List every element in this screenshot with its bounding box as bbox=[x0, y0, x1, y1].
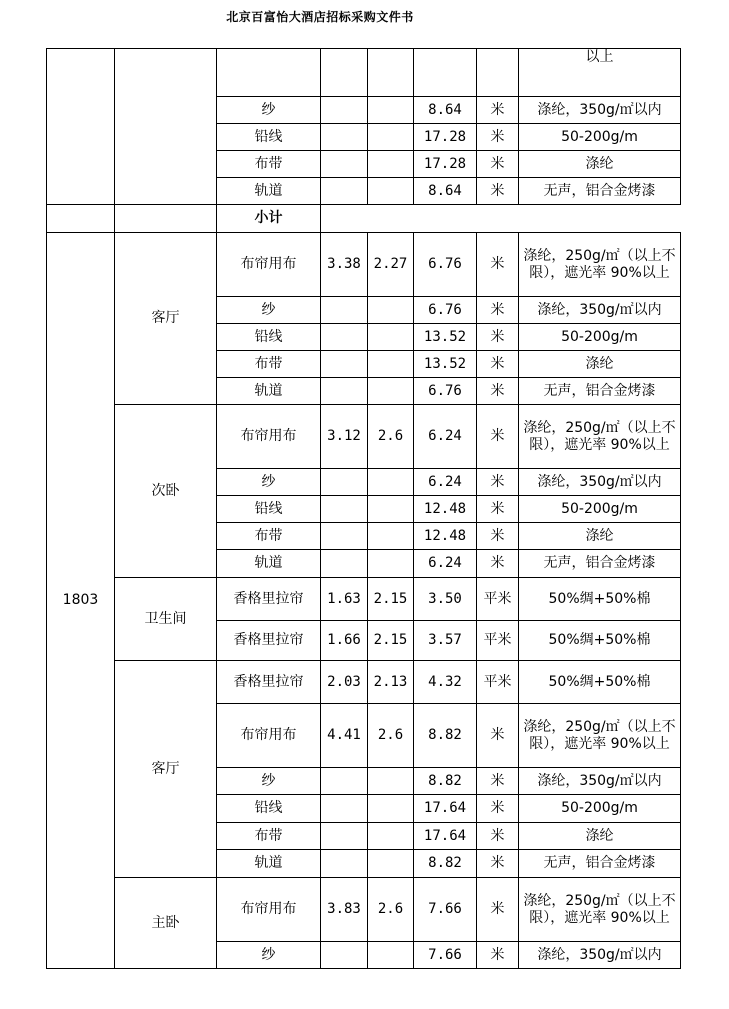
table-row bbox=[47, 578, 681, 621]
unit-cell: 米 bbox=[477, 469, 519, 496]
qty-cell: 13.52 bbox=[414, 324, 477, 351]
qty-cell: 6.76 bbox=[414, 378, 477, 405]
desc-cell: 50-200g/m bbox=[519, 496, 681, 523]
width-cell bbox=[321, 942, 368, 969]
area-cell: 主卧 bbox=[115, 878, 217, 969]
desc-cell: 以上 bbox=[519, 49, 681, 97]
unit-cell: 米 bbox=[477, 124, 519, 151]
unit-cell: 米 bbox=[477, 704, 519, 768]
height-cell bbox=[368, 49, 414, 97]
unit-cell: 米 bbox=[477, 942, 519, 969]
width-cell bbox=[321, 97, 368, 124]
width-cell bbox=[321, 496, 368, 523]
width-cell bbox=[321, 324, 368, 351]
desc-cell: 涤纶，250g/㎡（以上不限），遮光率 90%以上 bbox=[519, 405, 681, 469]
unit-cell: 米 bbox=[477, 768, 519, 795]
width-cell: 1.63 bbox=[321, 578, 368, 621]
height-cell bbox=[368, 795, 414, 823]
height-cell bbox=[368, 124, 414, 151]
qty-cell: 13.52 bbox=[414, 351, 477, 378]
unit-cell: 米 bbox=[477, 405, 519, 469]
item-name-cell: 轨道 bbox=[217, 378, 321, 405]
item-name-cell: 香格里拉帘 bbox=[217, 661, 321, 704]
desc-cell: 涤纶，350g/㎡以内 bbox=[519, 768, 681, 795]
height-cell bbox=[368, 351, 414, 378]
desc-cell: 50-200g/m bbox=[519, 324, 681, 351]
desc-cell: 涤纶，250g/㎡（以上不限），遮光率 90%以上 bbox=[519, 233, 681, 297]
qty-cell: 6.24 bbox=[414, 469, 477, 496]
item-name-cell: 纱 bbox=[217, 469, 321, 496]
item-name-cell: 布帘用布 bbox=[217, 878, 321, 942]
qty-cell: 4.32 bbox=[414, 661, 477, 704]
desc-cell: 涤纶，250g/㎡（以上不限），遮光率 90%以上 bbox=[519, 704, 681, 768]
qty-cell: 3.50 bbox=[414, 578, 477, 621]
desc-cell: 无声，铝合金烤漆 bbox=[519, 850, 681, 878]
height-cell bbox=[368, 523, 414, 550]
qty-cell: 17.28 bbox=[414, 151, 477, 178]
unit-cell: 米 bbox=[477, 850, 519, 878]
unit-cell: 米 bbox=[477, 151, 519, 178]
height-cell bbox=[368, 469, 414, 496]
item-name-cell: 香格里拉帘 bbox=[217, 578, 321, 621]
desc-cell: 涤纶，350g/㎡以内 bbox=[519, 942, 681, 969]
unit-cell: 米 bbox=[477, 324, 519, 351]
unit-cell: 米 bbox=[477, 823, 519, 850]
desc-cell: 涤纶，350g/㎡以内 bbox=[519, 469, 681, 496]
area-cell: 次卧 bbox=[115, 405, 217, 578]
desc-cell: 涤纶 bbox=[519, 151, 681, 178]
width-cell bbox=[321, 151, 368, 178]
item-name-cell: 铅线 bbox=[217, 324, 321, 351]
unit-cell: 米 bbox=[477, 97, 519, 124]
unit-cell: 米 bbox=[477, 378, 519, 405]
width-cell: 3.12 bbox=[321, 405, 368, 469]
height-cell bbox=[368, 823, 414, 850]
desc-cell: 无声，铝合金烤漆 bbox=[519, 550, 681, 578]
desc-cell: 50%绸+50%棉 bbox=[519, 621, 681, 661]
qty-cell: 7.66 bbox=[414, 878, 477, 942]
unit-cell: 米 bbox=[477, 523, 519, 550]
width-cell bbox=[321, 850, 368, 878]
item-name-cell: 布帘用布 bbox=[217, 233, 321, 297]
desc-cell: 50%绸+50%棉 bbox=[519, 661, 681, 704]
qty-cell: 8.82 bbox=[414, 850, 477, 878]
subtotal-row bbox=[47, 205, 681, 233]
width-cell bbox=[321, 550, 368, 578]
table-row bbox=[47, 661, 681, 704]
qty-cell: 17.64 bbox=[414, 795, 477, 823]
unit-cell: 米 bbox=[477, 878, 519, 942]
unit-cell: 米 bbox=[477, 297, 519, 324]
unit-cell: 米 bbox=[477, 233, 519, 297]
desc-cell: 50-200g/m bbox=[519, 124, 681, 151]
item-name-cell: 纱 bbox=[217, 768, 321, 795]
area-cell: 客厅 bbox=[115, 661, 217, 878]
width-cell bbox=[321, 378, 368, 405]
width-cell bbox=[321, 178, 368, 205]
height-cell: 2.6 bbox=[368, 878, 414, 942]
height-cell bbox=[368, 178, 414, 205]
desc-cell: 涤纶，350g/㎡以内 bbox=[519, 97, 681, 124]
height-cell bbox=[368, 850, 414, 878]
area-cell bbox=[115, 205, 217, 233]
curtain-spec-table bbox=[46, 48, 681, 969]
height-cell bbox=[368, 550, 414, 578]
item-name-cell: 纱 bbox=[217, 97, 321, 124]
height-cell: 2.27 bbox=[368, 233, 414, 297]
height-cell bbox=[368, 324, 414, 351]
item-name-cell: 香格里拉帘 bbox=[217, 621, 321, 661]
unit-cell: 平米 bbox=[477, 578, 519, 621]
desc-cell: 50%绸+50%棉 bbox=[519, 578, 681, 621]
qty-cell: 8.64 bbox=[414, 178, 477, 205]
unit-cell bbox=[477, 49, 519, 97]
desc-cell: 无声，铝合金烤漆 bbox=[519, 178, 681, 205]
width-cell: 1.66 bbox=[321, 621, 368, 661]
item-name-cell: 轨道 bbox=[217, 178, 321, 205]
item-name-cell: 布带 bbox=[217, 151, 321, 178]
item-name-cell: 布帘用布 bbox=[217, 704, 321, 768]
width-cell bbox=[321, 823, 368, 850]
desc-cell: 无声，铝合金烤漆 bbox=[519, 378, 681, 405]
qty-cell: 8.82 bbox=[414, 704, 477, 768]
width-cell bbox=[321, 351, 368, 378]
height-cell bbox=[368, 496, 414, 523]
table-row bbox=[47, 878, 681, 942]
height-cell bbox=[368, 151, 414, 178]
document-title: 北京百富怡大酒店招标采购文件书 bbox=[226, 10, 414, 24]
height-cell bbox=[368, 768, 414, 795]
desc-cell: 涤纶 bbox=[519, 523, 681, 550]
area-cell: 客厅 bbox=[115, 233, 217, 405]
unit-cell: 米 bbox=[477, 351, 519, 378]
item-name-cell bbox=[217, 49, 321, 97]
height-cell bbox=[368, 97, 414, 124]
width-cell: 4.41 bbox=[321, 704, 368, 768]
qty-cell: 6.24 bbox=[414, 405, 477, 469]
height-cell bbox=[368, 378, 414, 405]
width-cell bbox=[321, 297, 368, 324]
room-code-cell: 1803 bbox=[47, 233, 115, 969]
area-cell bbox=[115, 49, 217, 205]
unit-cell: 平米 bbox=[477, 661, 519, 704]
item-name-cell: 纱 bbox=[217, 942, 321, 969]
width-cell: 3.83 bbox=[321, 878, 368, 942]
width-cell bbox=[321, 124, 368, 151]
width-cell bbox=[321, 768, 368, 795]
height-cell: 2.15 bbox=[368, 621, 414, 661]
height-cell: 2.13 bbox=[368, 661, 414, 704]
height-cell: 2.6 bbox=[368, 704, 414, 768]
qty-cell bbox=[414, 49, 477, 97]
desc-cell: 涤纶，250g/㎡（以上不限），遮光率 90%以上 bbox=[519, 878, 681, 942]
unit-cell: 米 bbox=[477, 550, 519, 578]
table-row bbox=[47, 233, 681, 297]
width-cell bbox=[321, 795, 368, 823]
qty-cell: 6.76 bbox=[414, 233, 477, 297]
qty-cell: 8.82 bbox=[414, 768, 477, 795]
height-cell: 2.15 bbox=[368, 578, 414, 621]
subtotal-label: 小计 bbox=[217, 205, 321, 233]
subtotal-blank bbox=[321, 205, 681, 233]
unit-cell: 平米 bbox=[477, 621, 519, 661]
item-name-cell: 铅线 bbox=[217, 795, 321, 823]
table-row bbox=[47, 405, 681, 469]
height-cell: 2.6 bbox=[368, 405, 414, 469]
qty-cell: 6.76 bbox=[414, 297, 477, 324]
height-cell bbox=[368, 942, 414, 969]
item-name-cell: 布带 bbox=[217, 823, 321, 850]
desc-cell: 涤纶 bbox=[519, 823, 681, 850]
room-code-cell bbox=[47, 49, 115, 205]
desc-cell: 涤纶，350g/㎡以内 bbox=[519, 297, 681, 324]
height-cell bbox=[368, 297, 414, 324]
unit-cell: 米 bbox=[477, 795, 519, 823]
qty-cell: 12.48 bbox=[414, 496, 477, 523]
qty-cell: 7.66 bbox=[414, 942, 477, 969]
desc-cell: 50-200g/m bbox=[519, 795, 681, 823]
desc-cell: 涤纶 bbox=[519, 351, 681, 378]
unit-cell: 米 bbox=[477, 178, 519, 205]
qty-cell: 3.57 bbox=[414, 621, 477, 661]
width-cell bbox=[321, 49, 368, 97]
table-row bbox=[47, 49, 681, 97]
width-cell: 3.38 bbox=[321, 233, 368, 297]
width-cell bbox=[321, 469, 368, 496]
item-name-cell: 纱 bbox=[217, 297, 321, 324]
qty-cell: 6.24 bbox=[414, 550, 477, 578]
area-cell: 卫生间 bbox=[115, 578, 217, 661]
item-name-cell: 轨道 bbox=[217, 550, 321, 578]
item-name-cell: 布帘用布 bbox=[217, 405, 321, 469]
qty-cell: 17.28 bbox=[414, 124, 477, 151]
width-cell bbox=[321, 523, 368, 550]
unit-cell: 米 bbox=[477, 496, 519, 523]
item-name-cell: 布带 bbox=[217, 523, 321, 550]
room-code-cell bbox=[47, 205, 115, 233]
item-name-cell: 铅线 bbox=[217, 496, 321, 523]
qty-cell: 8.64 bbox=[414, 97, 477, 124]
width-cell: 2.03 bbox=[321, 661, 368, 704]
item-name-cell: 布带 bbox=[217, 351, 321, 378]
qty-cell: 12.48 bbox=[414, 523, 477, 550]
item-name-cell: 轨道 bbox=[217, 850, 321, 878]
item-name-cell: 铅线 bbox=[217, 124, 321, 151]
qty-cell: 17.64 bbox=[414, 823, 477, 850]
